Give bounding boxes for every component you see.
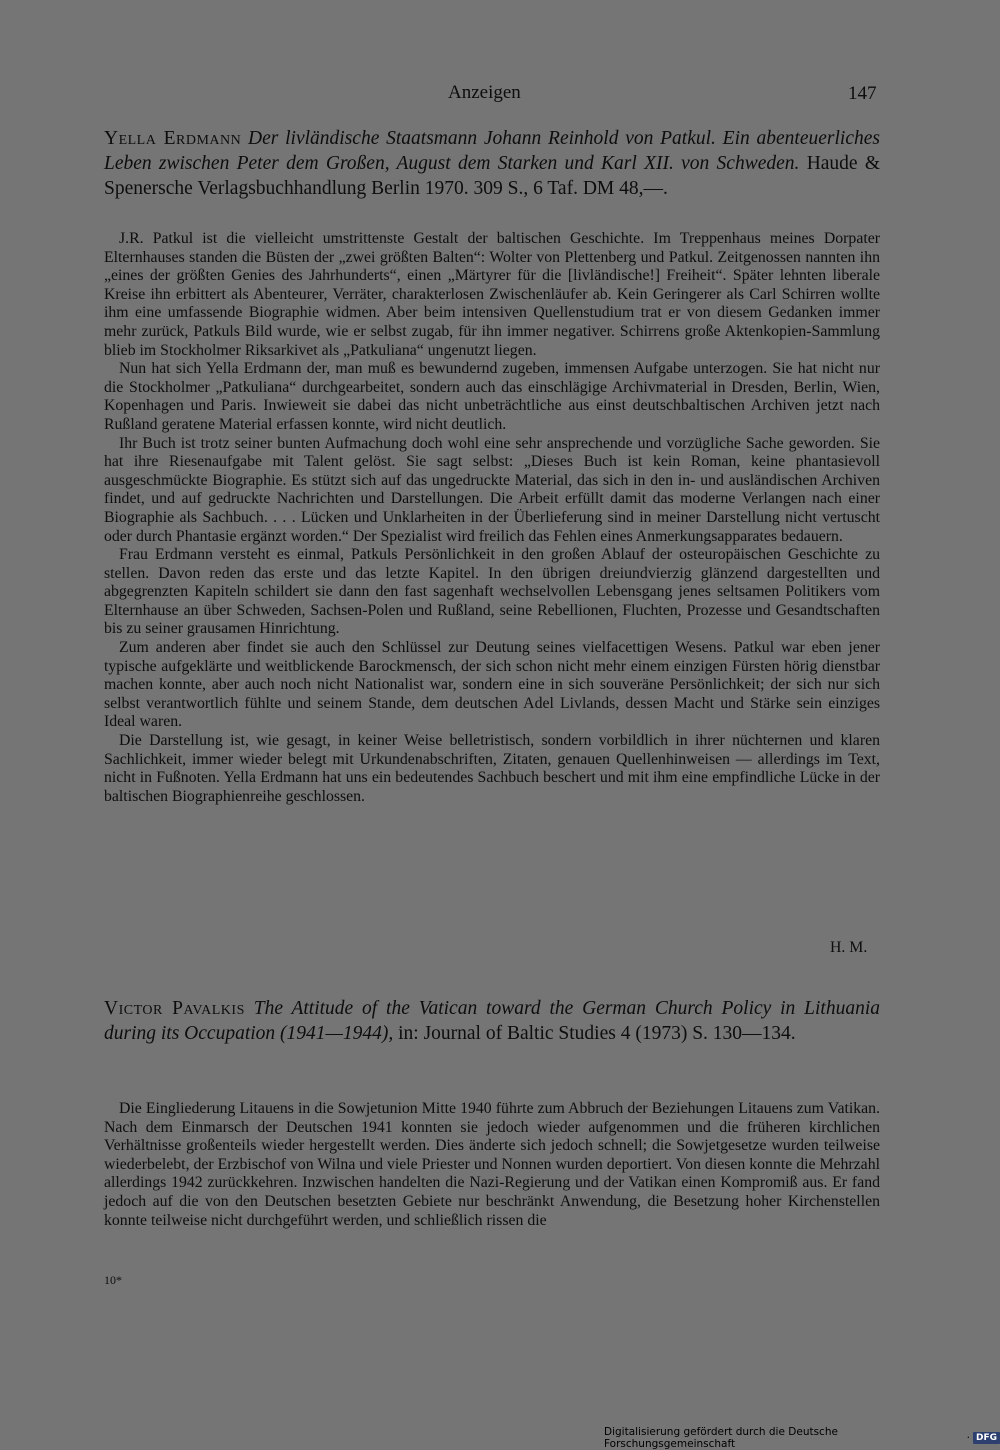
review2-source: in: Journal of Baltic Studies 4 (1973) S. 130—134. <box>398 1023 796 1044</box>
paragraph: Frau Erdmann versteht es einmal, Patkuls Persönlichkeit in den großen Ablauf der osteuropäischen Geschichte zu stellen. Davon reden das erste und das letzte Kapitel. In den übrigen dreiundvierzig glänzend dargestellten und abgegrenzten Kapiteln schildert sie dann den fast sagenhaft wechselvollen Lebensgang jenes seltsamen Politikers vom Elternhause an über Schweden, Sachsen-Polen und Rußland, seine Rebellionen, Fluchten, Prozesse und Gesandtschaften bis zu seiner grausamen Hinrichtung. <box>104 546 880 638</box>
paragraph: Zum anderen aber findet sie auch den Schlüssel zur Deutung seines vielfacettigen Wesens. Patkul war eben jener typische aufgeklärte und weitblickende Barockmensch, der sich schon nicht mehr einem einzigen Fürsten hörig dienstbar machen konnte, aber auch noch nicht Nationalist war, sondern eine in sich souveräne Persönlichkeit; der sich nur sich selbst verantwortlich fühlte und seinem Stande, dem deutschen Adel Livlands, dessen Macht und Stärke sein einziges Ideal waren. <box>104 639 880 731</box>
review1-publisher: Haude & Spenersche Verlagsbuchhandlung Berlin 1970. 309 S., 6 Taf. DM 48,—. <box>104 153 881 199</box>
paragraph: Die Darstellung ist, wie gesagt, in keiner Weise belletristisch, sondern vorbildlich in ihrer nüchternen und klaren Sachlichkeit, immer wieder belegt mit Urkundenabschriften, Zitaten, genauen Quellenhinweisen — allerdings im Text, nicht in Fußnoten. Yella Erdmann hat uns ein bedeutendes Sachbuch beschert und mit ihm eine empfindliche Lücke in der baltischen Biographienreihe geschlossen. <box>104 732 880 805</box>
reviewer-initials: H. M. <box>830 939 868 956</box>
review1-citation <box>104 126 880 201</box>
dfg-logo: DFG <box>973 1432 1000 1444</box>
review1-author: Yella Erdmann <box>104 128 242 149</box>
page-number: 147 <box>848 83 877 104</box>
review2-title: The Attitude of the Vatican toward the German Church Policy in Lithuania during its Occupation (1941—1944), <box>104 998 880 1044</box>
review1-title: Der livländische Staatsmann Johann Reinhold von Patkul. Ein abenteuerliches Leben zwischen Peter dem Großen, August dem Starken und Karl XII. von Schweden. <box>104 128 880 174</box>
paragraph: J.R. Patkul ist die vielleicht umstrittenste Gestalt der baltischen Geschichte. Im Treppenhaus meines Dorpater Elternhauses standen die Büsten der „zwei größten Balten“: Wolter von Plettenberg und Patkul. Zeitgenossen nannten ihn „eines der größten Genies des Jahrhunderts“, einen „Märtyrer für die [livländische!] Freiheit“. Später lehnten liberale Kreise ihn erbittert als Abenteurer, Verräter, charakterlosen Zwischenläufer ab. Kein Geringerer als Carl Schirren wollte ihm eine umfassende Biographie widmen. Aber beim intensiven Quellenstudium trat er von diesem Gedanken immer mehr zurück, Patkuls Bild wurde, wie er selbst zugab, für ihn immer negativer. Schirrens große Aktenkopien-Sammlung blieb im Stockholmer Riksarkivet als „Patkuliana“ ungenutzt liegen. <box>104 230 880 359</box>
review2-author: Victor Pavalkis <box>104 998 245 1019</box>
review1-body <box>104 230 880 806</box>
signature-mark: 10* <box>104 1273 122 1287</box>
paragraph: Nun hat sich Yella Erdmann der, man muß es bewundernd zugeben, immensen Aufgabe unterzogen. Sie hat nicht nur die Stockholmer „Patkuliana“ durchgearbeitet, sondern auch das einschlägige Archivmaterial in Dresden, Berlin, Wien, Kopenhagen und Paris. Inwieweit sie dabei das nicht unbeträchtliche aus einst deutschbaltischen Archiven jetzt nach Rußland geratene Material erfassen konnte, wird nicht deutlich. <box>104 360 880 433</box>
paragraph: Ihr Buch ist trotz seiner bunten Aufmachung doch wohl eine sehr ansprechende und vorzügliche Sache geworden. Sie hat ihre Riesenaufgabe mit Talent gelöst. Sie sagt selbst: „Dieses Buch ist kein Roman, keine phantasievoll ausgeschmückte Biographie. Es stützt sich auf das ungedruckte Material, das sich in den in- und ausländischen Archiven findet, und auf gedruckte Nachrichten und Darstellungen. Die Arbeit erfüllt damit das moderne Verlangen nach einer Biographie als Sachbuch. . . . Lücken und Unklarheiten in der Überlieferung sind in meiner Darstellung nicht vertuscht oder durch Phantasie ergänzt worden.“ Der Spezialist wird freilich das Fehlen eines Anmerkungsapparates bedauern. <box>104 434 880 545</box>
review2-body <box>104 1100 880 1230</box>
digitization-footer: Digitalisierung gefördert durch die Deutsche Forschungsgemeinschaft · DFG <box>604 1426 1000 1450</box>
footer-text: Digitalisierung gefördert durch die Deutsche Forschungsgemeinschaft <box>604 1426 838 1450</box>
running-title: Anzeigen <box>448 82 521 103</box>
paragraph: Die Eingliederung Litauens in die Sowjetunion Mitte 1940 führte zum Abbruch der Beziehungen Litauens zum Vatikan. Nach dem Einmarsch der Deutschen 1941 konnten sie jedoch wieder aufgenommen und die früheren kirchlichen Verhältnisse großenteils wieder hergestellt werden. Dies änderte sich jedoch schnell; die Sowjetgesetze wurden teilweise wiederbelebt, der Erzbischof von Wilna und viele Priester und Nonnen wurden deportiert. Von diesen konnte die Mehrzahl allerdings 1942 zurückkehren. Inzwischen handelten die Nazi-Regierung und der Vatikan einen Kompromiß aus. Er fand jedoch auf die von den Deutschen besetzten Gebiete nur beschränkt Anwendung, die Besetzung hoher Kirchenstellen konnte teilweise nicht durchgeführt werden, und schließlich rissen die <box>104 1100 880 1229</box>
review2-citation <box>104 996 880 1046</box>
